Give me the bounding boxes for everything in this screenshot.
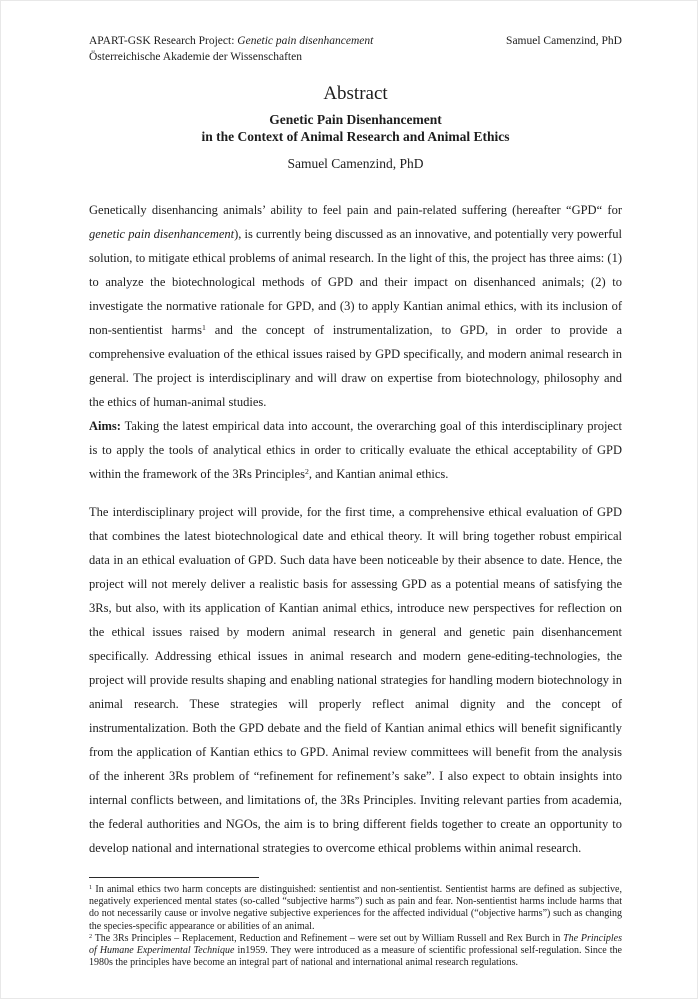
header-project-prefix: APART-GSK Research Project:	[89, 35, 238, 47]
header-author: Samuel Camenzind, PhD	[506, 35, 622, 47]
header-left	[89, 34, 373, 65]
footnote-2-text-pre: The 3Rs Principles – Replacement, Reduction and Refinement – were set out by William Russell and Rex Burch in	[92, 932, 564, 944]
footnote-1-text: In animal ethics two harm concepts are distinguished: sentientist and non-sentientist. Sentientist harms are defined as subjective, negatively experienced mental states (so-called “subjective harms”) such as pain and fear. Non-sentientist harms include harms that do not necessarily cause or involve negative subjective experiences for the affected individual (“objective harms”) such as changing the species-specific appearance or abilities of an animal.	[89, 883, 622, 932]
paragraph-aims	[89, 414, 622, 486]
intro-text-2: ), is currently being discussed as an innovative, and potentially very powerful solution, to mitigate ethical problems of animal research. In the light of this, the project has three aims: (1) to analyze the biotechnological methods of GPD and their impact on disenhanced animals; (2) to investigate the normative rationale for GPD, and (3) to apply Kantian animal ethics, with its inclusion of non-sentientist harms	[89, 226, 623, 337]
aims-text-1: Taking the latest empirical data into account, the overarching goal of this interdisciplinary project is to apply the tools of analytical ethics in order to critically evaluate the ethical acceptability of GPD within the framework of the 3Rs Principles	[89, 418, 622, 481]
footnote-2-book-title: The Principles of Humane Experimental Technique	[89, 932, 623, 956]
aims-label: Aims:	[89, 418, 121, 433]
footnote-2	[89, 933, 622, 970]
footnote-separator	[89, 877, 259, 878]
abstract-heading: Abstract	[323, 83, 388, 105]
footnote-2-text-post: in1959. They were introduced as a measure of scientific professional self-regulation. Since the 1980s the principles have become an integral part of national and international animal research regulations.	[89, 944, 622, 969]
header-institution: Österreichische Akademie der Wissenschaften	[89, 50, 302, 63]
intro-italic-term: genetic pain disenhancement	[89, 226, 235, 241]
title-block	[89, 83, 622, 172]
footnote-1	[89, 884, 622, 933]
footnote-2-marker: 2	[89, 933, 93, 940]
intro-text-3: and the concept of instrumentalization, to GPD, in order to provide a comprehensive evaluation of the ethical issues raised by GPD specifically, and modern animal research in general. The project is interdisciplinary and will draw on expertise from biotechnology, philosophy and the ethics of human-animal studies.	[89, 322, 622, 409]
document-subtitle-line1: Genetic Pain Disenhancement	[269, 112, 442, 128]
paragraph-outlook: The interdisciplinary project will provide, for the first time, a comprehensive ethical evaluation of GPD that combines the latest biotechnological date and ethical theory. It will bring together robust empirical data in an ethical evaluation of GPD. Such data have been noticeable by their absence to date. Hence, the project will not merely deliver a realistic basis for assessing GPD as a potential means of satisfying the 3Rs, but also, with its application of Kantian animal ethics, introduce new perspectives for reflection on the ethical issues raised by modern animal research in general and genetic pain disenhancement specifically. Addressing ethical issues in animal research and modern gene-editing-technologies, the project will provide results shaping and enabling national strategies for handling modern biotechnology in animal research. These strategies will properly reflect animal dignity and the concept of instrumentalization. Both the GPD debate and the field of Kantian animal ethics will benefit significantly from the application of Kantian ethics to GPD. Animal review committees will benefit from the analysis of the inherent 3Rs problem of “refinement for refinement’s sake”. I also expect to obtain insights into internal conflicts between, and limitations of, the 3Rs Principles. Inviting relevant parties from academia, the federal authorities and NGOs, the aim is to bring different fields together to create an opportunity to develop national and international strategies to overcome ethical problems within animal research.	[89, 504, 622, 855]
footnote-ref-1: 1	[202, 323, 206, 333]
intro-text-1: Genetically disenhancing animals’ ability to feel pain and pain-related suffering (hereafter “GPD“ for	[89, 202, 622, 217]
paragraph-intro	[89, 198, 622, 414]
header-project-title: Genetic pain disenhancement	[237, 35, 374, 47]
document-subtitle-line2: in the Context of Animal Research and Animal Ethics	[201, 128, 510, 144]
title-author: Samuel Camenzind, PhD	[287, 155, 424, 171]
footnote-1-marker: 1	[89, 884, 93, 892]
aims-text-2: , and Kantian animal ethics.	[308, 466, 449, 481]
document-header	[89, 34, 622, 65]
footnote-ref-2: 2	[304, 467, 309, 477]
footnotes-section	[89, 884, 622, 969]
abstract-body	[89, 198, 622, 860]
header-project-line	[89, 34, 373, 50]
